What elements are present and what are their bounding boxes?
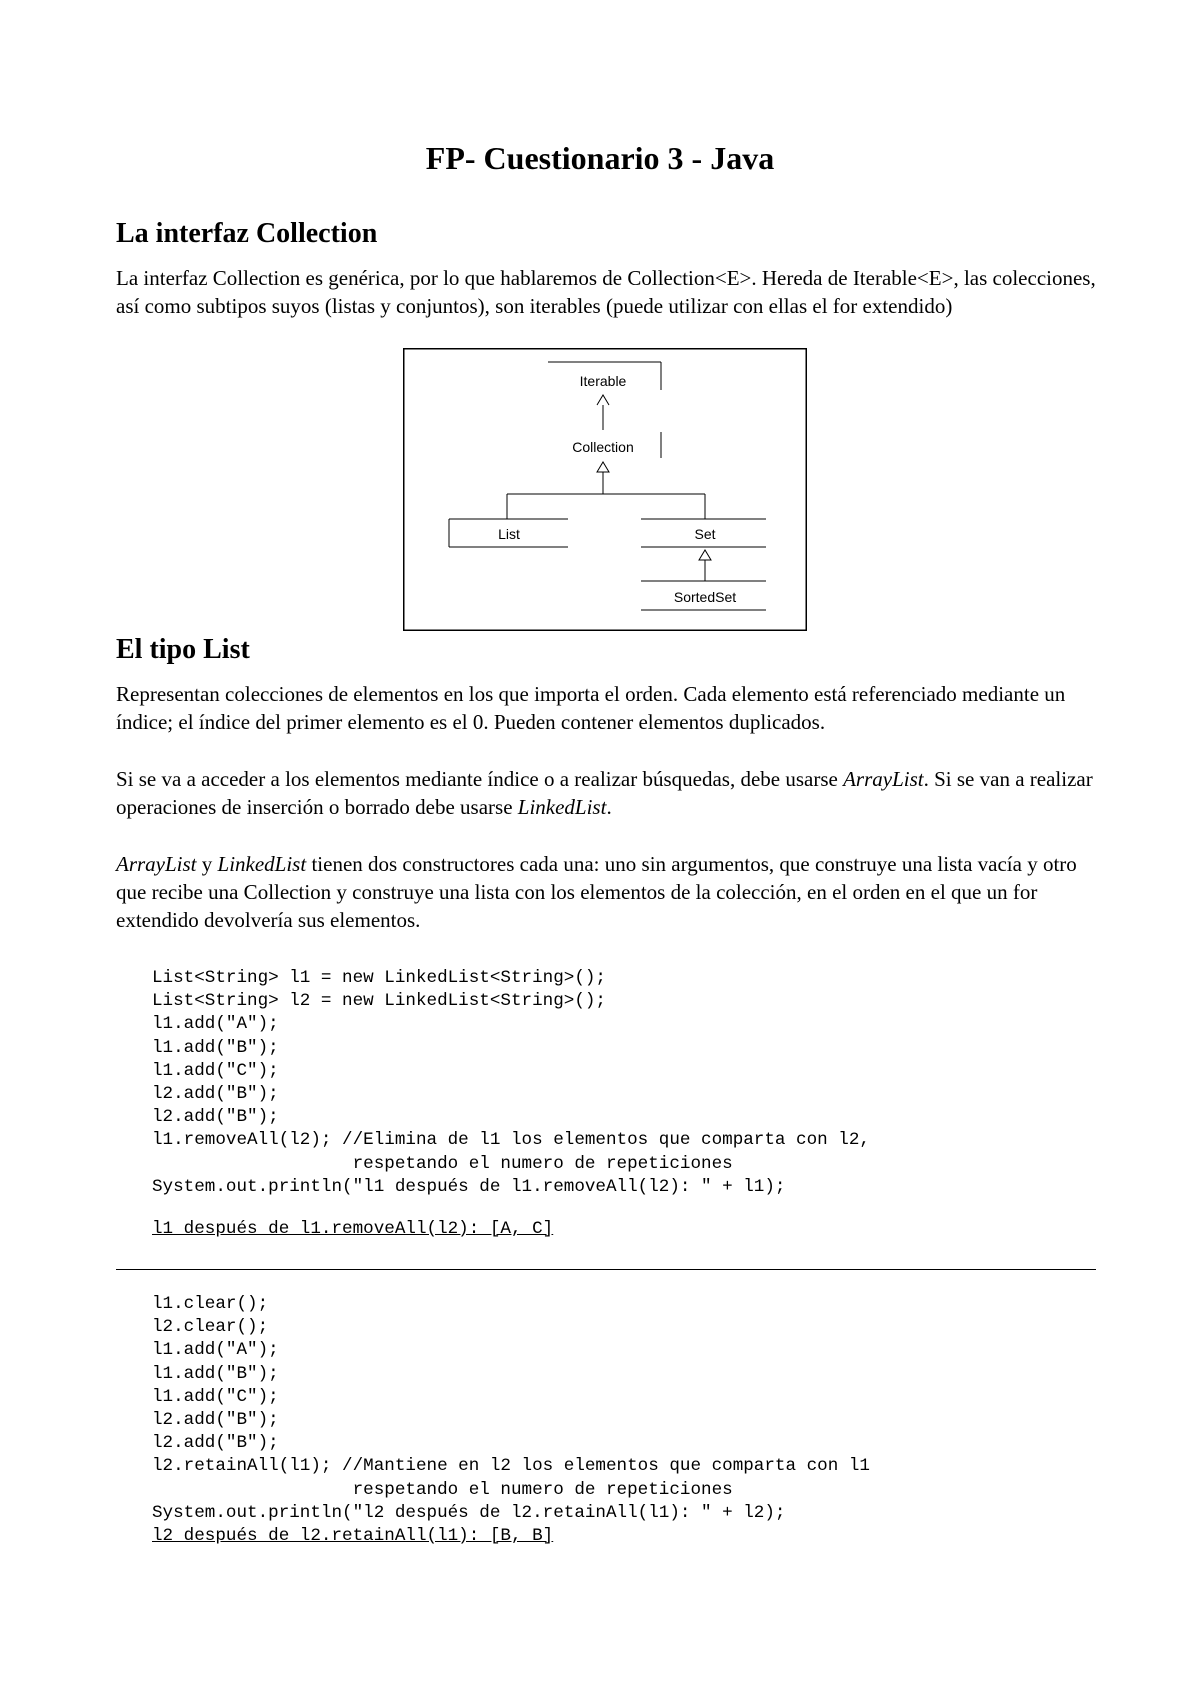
- collection-label: Collection: [572, 439, 634, 455]
- text-span: Si se va a acceder a los elementos mediante índice o a realizar búsquedas, debe usarse: [116, 767, 844, 791]
- list-label: List: [498, 526, 520, 542]
- linkedlist-emphasis: LinkedList: [217, 852, 307, 876]
- arraylist-emphasis: ArrayList: [843, 767, 924, 791]
- section-heading-list: El tipo List: [116, 634, 250, 665]
- collection-paragraph: La interfaz Collection es genérica, por lo que hablaremos de Collection<E>. Hereda de Iterable<E>, las colecciones, así como subtipos suyos (listas y conjuntos), son iterables (puede utilizar con ellas el for extendido): [116, 266, 1096, 318]
- class-hierarchy-diagram: [403, 348, 807, 631]
- list-paragraph-3: [116, 850, 1096, 934]
- text-span: .: [606, 795, 612, 819]
- text-span: . Si se van a realizar operaciones de inserción o borrado debe usarse: [116, 767, 1093, 819]
- text-span: tienen dos constructores cada una: uno sin argumentos, que construye una lista vacía y otro que recibe una Collection y construye una lista con los elementos de la colección, en el orden en el que un for extendido devolvería sus elementos.: [116, 852, 1077, 932]
- section-heading-collection: La interfaz Collection: [116, 218, 378, 249]
- code-block-removeall: List<String> l1 = new LinkedList<String>(); List<String> l2 = new LinkedList<String>(); l1.add("A"); l1.add("B"); l1.add("C"); l2.add("B"); l2.add("B"); l1.removeAll(l2); //Elimina de l1 los elementos que comparta con l2, respetando el numero de repeticiones System.out.println("l1 después de l1.removeAll(l2): " + l1);: [152, 968, 870, 1197]
- code-output-retainall: l2 después de l2.retainAll(l1): [B, B]: [152, 1526, 554, 1546]
- set-label: Set: [694, 526, 716, 542]
- page-title: FP- Cuestionario 3 - Java: [425, 140, 775, 176]
- sortedset-label: SortedSet: [673, 589, 737, 605]
- horizontal-divider: [116, 1269, 1096, 1270]
- diagram-frame: [404, 349, 807, 631]
- list-paragraph-1: Representan colecciones de elementos en los que importa el orden. Cada elemento está referenciado mediante un índice; el índice del primer elemento es el 0. Pueden contener elementos duplicados.: [116, 682, 1066, 734]
- text-span: y: [196, 852, 218, 876]
- list-paragraph-2: [116, 765, 1096, 821]
- iterable-label: Iterable: [579, 373, 627, 389]
- code-output-removeall: l1 después de l1.removeAll(l2): [A, C]: [152, 1219, 554, 1239]
- arraylist-emphasis: ArrayList: [116, 852, 197, 876]
- linkedlist-emphasis: LinkedList: [517, 795, 607, 819]
- code-block-retainall: l1.clear(); l2.clear(); l1.add("A"); l1.add("B"); l1.add("C"); l2.add("B"); l2.add("B"); l2.retainAll(l1); //Mantiene en l2 los elementos que comparta con l1 respetando el numero de repeticiones System.out.println("l2 después de l2.retainAll(l1): " + l2);: [152, 1294, 870, 1523]
